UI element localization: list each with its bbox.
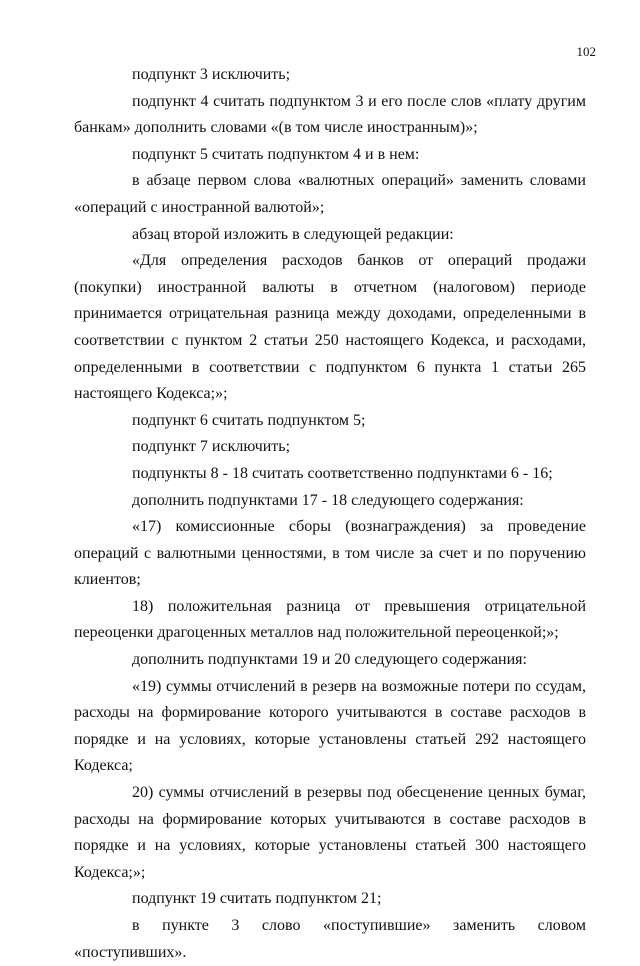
paragraph-4: в абзаце первом слова «валютных операций» заменить словами «операций с иностранной валютой»; [74, 172, 586, 216]
paragraph-11: «17) комиссионные сборы (вознаграждения) за проведение операций с валютными ценностями, в том числе за счет и по поручению клиентов; [74, 518, 586, 589]
paragraph-16: подпункт 19 считать подпунктом 21; [132, 890, 382, 908]
paragraph-12: 18) положительная разница от превышения отрицательной переоценки драгоценных металлов над положительной переоценкой;»; [74, 597, 586, 642]
paragraph-15: 20) суммы отчислений в резервы под обесценение ценных бумаг, расходы на формирование которых учитываются в составе расходов в порядке и на условиях, которые установлены статьей 300 настоящего Кодекса;»; [74, 784, 586, 881]
paragraph-13: дополнить подпунктами 19 и 20 следующего содержания: [132, 651, 527, 669]
document-body [74, 62, 586, 966]
paragraph-14: «19) суммы отчислений в резерв на возможные потери по ссудам, расходы на формирование которого учитываются в составе расходов в порядке и на условиях, которые установлены статьей 292 настоящего Кодекса; [74, 677, 586, 775]
paragraph-7: подпункт 6 считать подпунктом 5; [132, 411, 366, 429]
paragraph-17: в пункте 3 слово «поступившие» заменить словом «поступивших». [74, 917, 586, 961]
page-number: 102 [576, 44, 596, 59]
paragraph-10: дополнить подпунктами 17 - 18 следующего содержания: [132, 491, 524, 509]
paragraph-3: подпункт 5 считать подпунктом 4 и в нем: [132, 145, 420, 163]
paragraph-5: абзац второй изложить в следующей редакции: [132, 225, 454, 243]
paragraph-2: подпункт 4 считать подпунктом 3 и его после слов «плату другим банкам» дополнить словами «(в том числе иностранным)»; [74, 92, 586, 137]
paragraph-1: подпункт 3 исключить; [132, 66, 291, 83]
paragraph-8: подпункт 7 исключить; [132, 438, 291, 456]
paragraph-6: «Для определения расходов банков от операций продажи (покупки) иностранной валюты в отчетном (налоговом) периоде принимается отрицательная разница между доходами, определенными в соответствии с пунктом 2 статьи 250 настоящего Кодекса, и расходами, определенными в соответствии с подпунктом 6 пункта 1 статьи 265 настоящего Кодекса;»; [74, 252, 586, 403]
paragraph-9: подпункты 8 - 18 считать соответственно подпунктами 6 - 16; [132, 464, 553, 482]
